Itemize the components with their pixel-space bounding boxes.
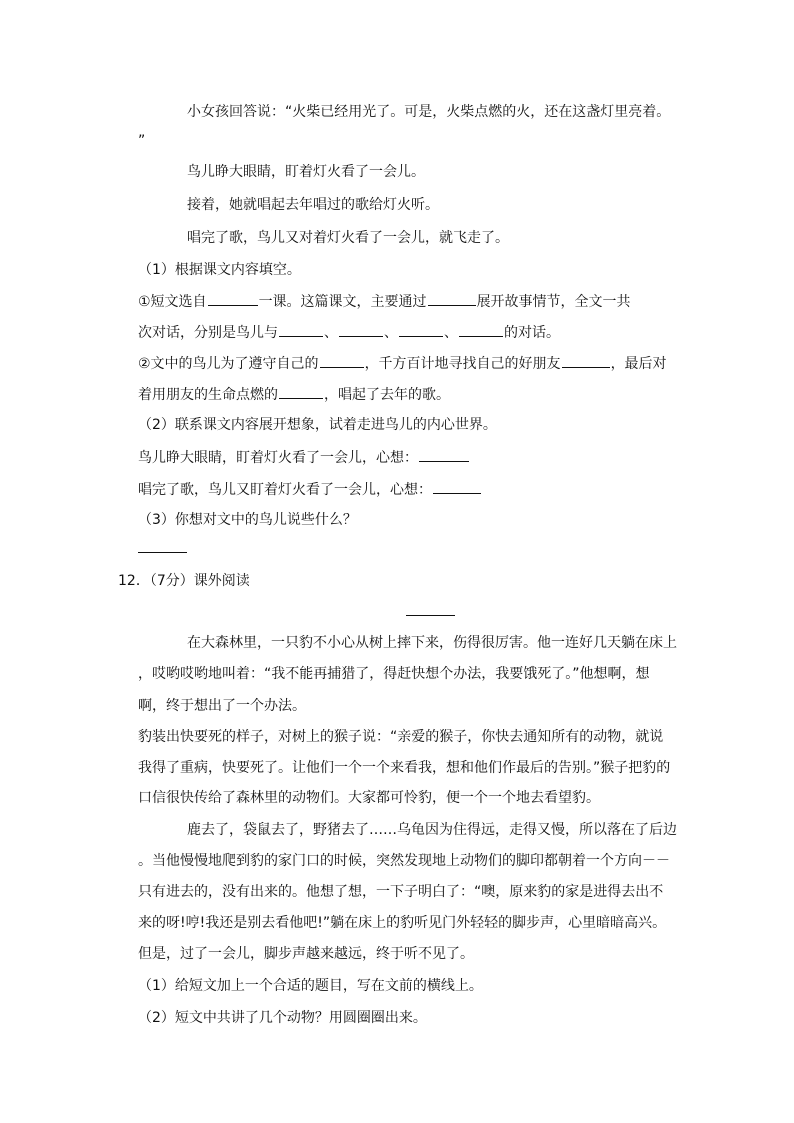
reading-line: 。当他慢慢地爬到豹的家门口的时候，突然发现地上动物们的脚印都朝着一个方向－－ xyxy=(138,853,670,869)
reading-line: 口信很快传给了森林里的动物们。大家都可怜豹，便一个一个地去看望豹。 xyxy=(138,790,600,806)
reading-line: 但是，过了一会儿，脚步声越来越远，终于听不见了。 xyxy=(138,946,474,962)
answer-blank[interactable] xyxy=(428,291,476,306)
answer-blank[interactable] xyxy=(138,552,187,553)
question-1-item-1: ①短文选自 一课。这篇课文，主要通过 展开故事情节，全文一共 xyxy=(138,291,631,312)
answer-blank[interactable] xyxy=(208,291,258,306)
reading-line: 我得了重病，快要死了。让他们一个一个来看我，想和他们作最后的告别。”猴子把豹的 xyxy=(138,760,671,776)
title-answer-blank[interactable] xyxy=(406,615,455,616)
passage-line: 鸟儿睁大眼睛，盯着灯火看了一会儿。 xyxy=(187,164,425,180)
answer-blank[interactable] xyxy=(279,384,323,399)
reading-line: 来的呀!哼!我还是别去看他吧!”躺在床上的豹听见门外轻轻的脚步声，心里暗暗高兴。 xyxy=(138,915,667,931)
reading-line: 鹿去了，袋鼠去了，野猪去了……乌龟因为住得远，走得又慢，所以落在了后边 xyxy=(187,822,677,838)
answer-blank[interactable] xyxy=(320,353,364,368)
question-1-title: （1）根据课文内容填空。 xyxy=(138,262,301,278)
passage-line: 唱完了歌，鸟儿又对着灯火看了一会儿，就飞走了。 xyxy=(187,230,509,246)
answer-blank[interactable] xyxy=(562,353,610,368)
reading-line: 豹装出快要死的样子，对树上的猴子说：“亲爱的猴子，你快去通知所有的动物，就说 xyxy=(138,729,664,745)
reading-line: 啊，终于想出了一个办法。 xyxy=(138,698,306,714)
reading-line: ，哎哟哎哟地叫着：“我不能再捕猎了，得赶快想个办法，我要饿死了。”他想啊，想 xyxy=(138,666,650,682)
answer-blank[interactable] xyxy=(419,447,469,462)
question-3-title: （3）你想对文中的鸟儿说些什么？ xyxy=(138,512,357,528)
reading-line: 只有进去的，没有出来的。他想了想，一下子明白了：“噢，原来豹的家是进得去出不 xyxy=(138,884,664,900)
question-1-item-2: ②文中的鸟儿为了遵守自己的 ，千方百计地寻找自己的好朋友 ，最后对 xyxy=(138,353,667,374)
sub-question-2: （2）短文中共讲了几个动物？用圆圈圈出来。 xyxy=(138,1010,427,1026)
question-1-item-1-cont: 次对话，分别是鸟儿与 、 、 、 的对话。 xyxy=(138,322,560,343)
question-2-line-2: 唱完了歌，鸟儿又盯着灯火看了一会儿，心想： xyxy=(138,479,482,500)
sub-question-1: （1）给短文加上一个合适的题目，写在文前的横线上。 xyxy=(138,978,483,994)
answer-blank[interactable] xyxy=(433,479,481,494)
question-2-title: （2）联系课文内容展开想象，试着走进鸟儿的内心世界。 xyxy=(138,417,497,433)
passage-line: 小女孩回答说：“火柴已经用光了。可是，火柴点燃的火，还在这盏灯里亮着。 xyxy=(187,104,671,120)
passage-line: ” xyxy=(138,133,146,149)
answer-blank[interactable] xyxy=(399,322,443,337)
reading-line: 在大森林里，一只豹不小心从树上摔下来，伤得很厉害。他一连好几天躺在床上 xyxy=(187,635,677,651)
question-1-item-2-cont: 着用朋友的生命点燃的 ，唱起了去年的歌。 xyxy=(138,384,450,405)
question-12-heading: 12．（7分）课外阅读 xyxy=(118,573,250,589)
answer-blank[interactable] xyxy=(339,322,383,337)
question-2-line-1: 鸟儿睁大眼睛，盯着灯火看了一会儿，心想： xyxy=(138,447,470,468)
answer-blank[interactable] xyxy=(459,322,503,337)
answer-blank[interactable] xyxy=(279,322,323,337)
passage-line: 接着，她就唱起去年唱过的歌给灯火听。 xyxy=(187,197,439,213)
